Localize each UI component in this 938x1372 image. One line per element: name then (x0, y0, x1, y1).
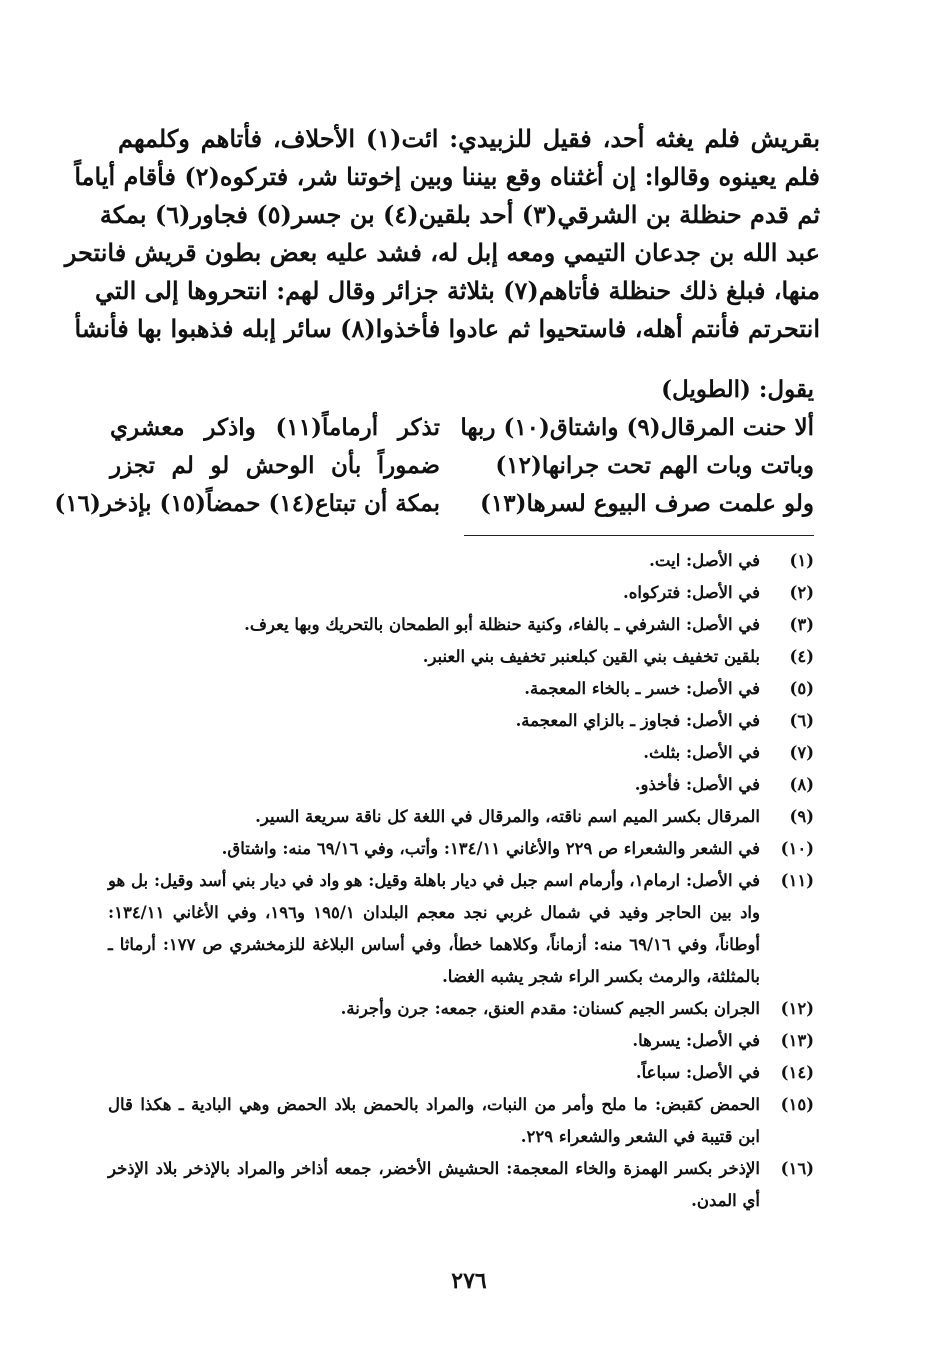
footnote (108, 641, 820, 673)
footnote (108, 769, 820, 801)
footnote (108, 577, 820, 609)
footnote (108, 609, 820, 641)
text-line: عبد الله بن جدعان التيمي ومعه إبل له، فشد عليه بعض بطون قريش فانتحر (64, 238, 820, 267)
footnote-text: الإذخر بكسر الهمزة والخاء المعجمة: الحشيش الأخضر، جمعه أذاخر والمراد بالإذخر بلاد الإذخر أي المدن. (108, 1159, 760, 1210)
footnote-number: (٣) (789, 615, 814, 634)
footnote (108, 737, 820, 769)
footnote (108, 545, 820, 577)
footnote (108, 1025, 820, 1057)
footnote-text: بلقين تخفيف بني القين كبلعنبر تخفيف بني العنبر. (422, 647, 760, 666)
footnote (108, 673, 820, 705)
verse-second-hemistich: ضموراً بأن الوحش لو لم تجزر (110, 452, 440, 479)
footnote-text: في الأصل: فتركواه. (622, 583, 760, 602)
verse-second-hemistich: بمكة أن تبتاع(١٤) حمضاً(١٥) بإذخر(١٦) (54, 490, 440, 517)
footnote-separator (464, 535, 814, 536)
footnote-text: في الأصل: فأخذو. (634, 775, 760, 794)
footnote-text: المرقال بكسر الميم اسم ناقته، والمرقال في اللغة كل ناقة سريعة السير. (255, 807, 760, 826)
footnote-number: (٧) (789, 743, 814, 762)
text-line: فلم يعينوه وقالوا: إن أغثناه وقع بيننا وبين إخوتنا شر، فتركوه(٢) فأقام أياماً (74, 162, 820, 191)
footnote-text: في الشعر والشعراء ص ٢٢٩ والأغاني ١٣٤/١١: وأتب، وفي ٦٩/١٦ منه: واشتاق. (221, 839, 760, 858)
footnote (108, 1089, 820, 1153)
footnote-number: (٤) (789, 647, 814, 666)
footnote-text: في الأصل: سباعاً. (635, 1063, 760, 1082)
text-line: بقريش فلم يغثه أحد، فقيل للزبيدي: ائت(١) الأحلاف، فأتاهم وكلمهم (118, 124, 820, 153)
footnote-text: في الأصل: ارمام١، وأرمام اسم جبل في ديار باهلة وقيل: هو واد في ديار بني أسد وقيل: بل هو واد بين الحاجر وفيد في شمال غربي نجد معجم البلدان ١٩٥/١ و١٩٦، وفي الأغاني ١٣٤/١١: أوطاناً، وفي ٦٩/١٦ منه: أزماناً، وكلاهما خطأ، وفي أساس البلاغة للزمخشري ص ١٧٧: أرماثا ـ بالمثلثة، والرمث بكسر الراء شجر يشبه الغضا. (108, 871, 760, 986)
footnote (108, 833, 820, 865)
text-line: ثم قدم حنظلة بن الشرقي(٣) أحد بلقين(٤) بن جسر(٥) فجاور(٦) بمكة (99, 200, 820, 229)
footnote (108, 705, 820, 737)
footnote-number: (١٦) (780, 1159, 814, 1178)
verse-first-hemistich: ألا حنت المرقال(٩) واشتاق(١٠) ربها (460, 414, 814, 441)
footnote-number: (٩) (789, 807, 814, 826)
footnote-text: في الأصل: خسر ـ بالخاء المعجمة. (524, 679, 760, 698)
footnote-number: (١) (789, 551, 814, 570)
main-text (64, 120, 820, 348)
footnote-number: (٢) (789, 583, 814, 602)
verse (110, 414, 814, 452)
footnote-text: في الأصل: ايت. (649, 551, 760, 570)
footnote-text: في الأصل: فجاوز ـ بالزاي المعجمة. (515, 711, 760, 730)
footnote-text: في الأصل: الشرفي ـ بالفاء، وكنية حنظلة أبو الطمحان بالتحريك وبها يعرف. (244, 615, 760, 634)
footnote (108, 1057, 820, 1089)
footnote (108, 865, 820, 993)
footnote-text: الحمض كقبض: ما ملح وأمر من النبات، والمراد بالحمض بلاد الحمض وهي البادية ـ هكذا قال ابن قتيبة في الشعر والشعراء ٢٢٩. (108, 1095, 760, 1146)
verse-second-hemistich: تذكر أرماماً(١١) واذكر معشري (110, 414, 441, 441)
poem (54, 414, 814, 528)
footnote-number: (٦) (789, 711, 814, 730)
footnote-text: في الأصل: يسرها. (632, 1031, 760, 1050)
footnote-number: (١٢) (780, 999, 814, 1018)
footnote-number: (١٣) (780, 1031, 814, 1050)
page-number: ٢٧٦ (451, 1268, 487, 1294)
verse-first-hemistich: ولو علمت صرف البيوع لسرها(١٣) (479, 490, 814, 517)
footnote (108, 993, 820, 1025)
footnote-number: (١١) (780, 871, 814, 890)
footnote-number: (١٥) (780, 1095, 814, 1114)
verse (110, 452, 814, 490)
footnote-number: (٥) (789, 679, 814, 698)
text-line: منها، فبلغ ذلك حنظلة فأتاهم(٧) بثلاثة جزائر وقال لهم: انتحروها إلى التي (95, 276, 820, 305)
footnote (108, 801, 820, 833)
poem-meter: يقول: (الطويل) (661, 376, 814, 403)
footnote-number: (١٤) (780, 1063, 814, 1082)
footnote (108, 1153, 820, 1217)
footnote-text: في الأصل: بثلث. (643, 743, 760, 762)
verse-first-hemistich: وباتت وبات الهم تحت جرانها(١٢) (495, 452, 814, 479)
footnote-number: (٨) (789, 775, 814, 794)
footnotes (108, 545, 820, 1217)
footnote-number: (١٠) (780, 839, 814, 858)
footnote-text: الجران بكسر الجيم كسنان: مقدم العنق، جمعه: جرن وأجرنة. (340, 999, 760, 1018)
verse (54, 490, 814, 528)
text-line: انتحرتم فأنتم أهله، فاستحيوا ثم عادوا فأخذوا(٨) سائر إبله فذهبوا بها فأنشأ (74, 314, 820, 343)
